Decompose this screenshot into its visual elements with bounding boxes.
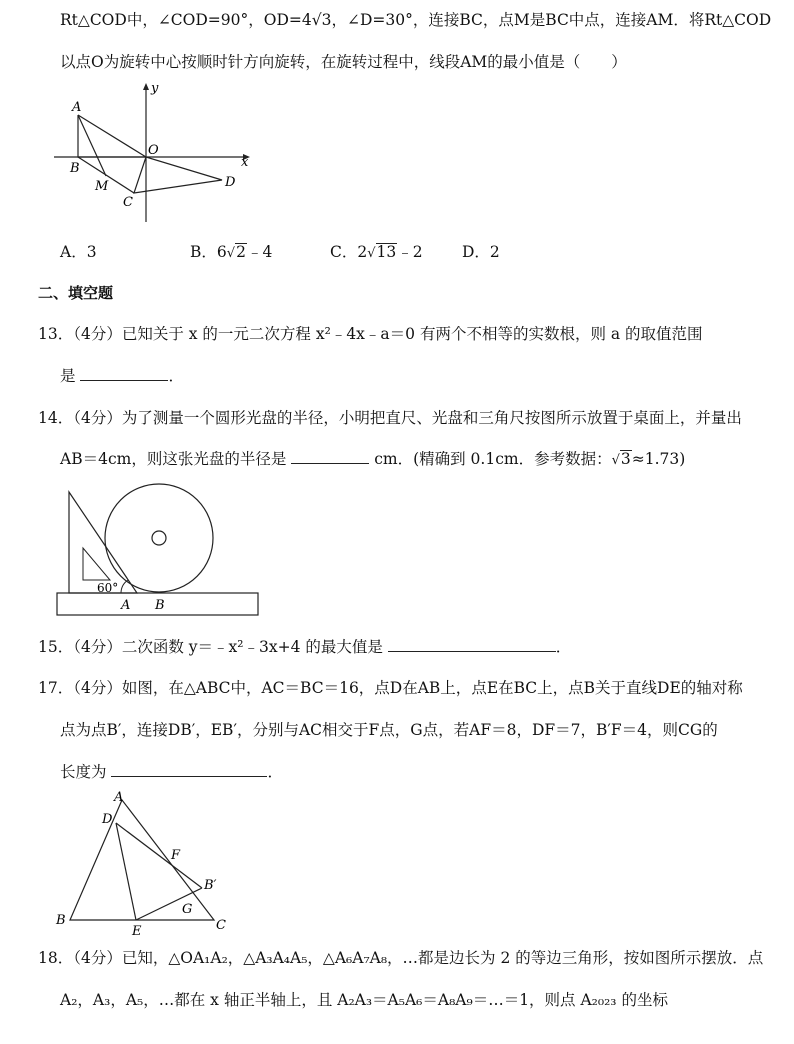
q17-line1: 17．（4分）如图，在△ABC中，AC＝BC＝16，点D在AB上，点E在BC上，点B关于直线DE的轴对称 xyxy=(38,679,743,697)
q17-label-F: F xyxy=(171,848,181,863)
q17-label-B1: B′ xyxy=(204,878,217,893)
q12-label-x: x xyxy=(241,155,249,170)
q15-line: 15．（4分）二次函数 y＝﹣x²﹣3x+4 的最大值是 ． xyxy=(38,638,572,656)
q12-stem-line2: 以点O为旋转中心按顺时针方向旋转，在旋转过程中，线段AM的最小值是（ ） xyxy=(60,53,627,71)
q17-label-E: E xyxy=(132,924,142,939)
q17-line2: 点为点B′，连接DB′，EB′，分别与AC相交于F点，G点，若AF＝8，DF＝7，B′F＝4，则CG的 xyxy=(60,721,718,739)
q18-line2: A₂，A₃，A₅，…都在 x 轴正半轴上，且 A₂A₃＝A₅A₆＝A₈A₉＝…＝1，则点 A₂₀₂₃ 的坐标 xyxy=(60,991,668,1009)
q14-answer-blank[interactable] xyxy=(291,449,369,464)
q17-label-B: B xyxy=(56,913,66,928)
q12-option-d: D．2 xyxy=(462,243,500,261)
q12-figure xyxy=(48,80,258,230)
q12-label-C: C xyxy=(123,195,133,210)
q18-line1: 18．（4分）已知，△OA₁A₂，△A₃A₄A₅，△A₆A₇A₈，…都是边长为 2 的等边三角形，按如图所示摆放．点 xyxy=(38,949,764,967)
q17-answer-blank[interactable] xyxy=(111,762,267,777)
q12-label-A: A xyxy=(72,100,82,115)
q17-label-G: G xyxy=(182,902,193,917)
q13-line2: 是 ． xyxy=(60,367,184,385)
q14-figure xyxy=(55,488,260,618)
q17-line3: 长度为 ． xyxy=(60,763,283,781)
q12-label-y: y xyxy=(151,81,159,96)
q12-option-c: C．2√13﹣2 xyxy=(330,243,423,261)
q12-stem-line1: Rt△COD中，∠COD=90°，OD=4√3，∠D=30°，连接BC，点M是BC中点，连接AM．将Rt△COD xyxy=(60,11,772,29)
q17-label-A: A xyxy=(114,790,124,805)
section-title: 二、填空题 xyxy=(38,284,114,302)
q15-answer-blank[interactable] xyxy=(388,637,556,652)
q14-label-B: B xyxy=(155,598,165,613)
q14-line2: AB＝4cm，则这张光盘的半径是 cm．(精确到 0.1cm．参考数据：√3≈1.73) xyxy=(60,450,686,468)
q17-label-D: D xyxy=(102,812,113,827)
q14-line1: 14．（4分）为了测量一个圆形光盘的半径，小明把直尺、光盘和三角尺按图所示放置于桌面上，并量出 xyxy=(38,409,742,427)
q12-label-M: M xyxy=(95,179,109,194)
q12-label-O: O xyxy=(148,143,159,158)
q13-answer-blank[interactable] xyxy=(80,366,168,381)
q13-line1: 13．（4分）已知关于 x 的一元二次方程 x²﹣4x﹣a＝0 有两个不相等的实数根，则 a 的取值范围 xyxy=(38,325,703,343)
q12-label-D: D xyxy=(225,175,236,190)
q14-label-A: A xyxy=(121,598,131,613)
q12-option-a: A．3 xyxy=(60,243,97,261)
q17-figure xyxy=(52,790,242,939)
q17-label-C: C xyxy=(216,918,226,933)
q12-label-B: B xyxy=(70,161,80,176)
q14-angle-label: 60° xyxy=(97,581,119,595)
q12-option-b: B．6√2﹣4 xyxy=(190,243,273,261)
